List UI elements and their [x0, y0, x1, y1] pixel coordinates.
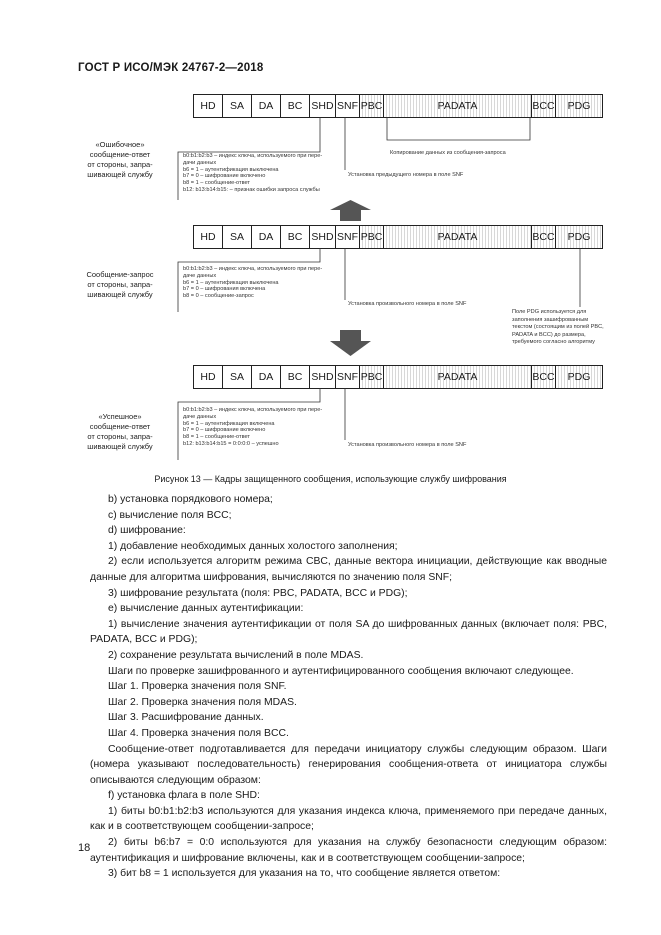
- arrow-down-icon: [330, 330, 371, 356]
- body-text: [90, 492, 607, 882]
- document-header: ГОСТ Р ИСО/МЭК 24767-2—2018: [78, 62, 264, 74]
- field-padata: PADATA: [384, 366, 532, 388]
- bits-line: b0:b1:b2:b3 – индекс ключа, используемого при пере-: [183, 153, 323, 159]
- paragraph: 1) вычисление значения аутентификации от поля SA до шифрованных данных (включает поля: PBC, PADATA, BCC и PDG);: [90, 618, 607, 646]
- bits-line: b6 = 1 – аутентификация выключена: [183, 279, 279, 286]
- bits-success-response: [183, 407, 322, 448]
- field-padata: PADATA: [384, 226, 532, 248]
- field-da: DA: [252, 226, 281, 248]
- field-sa: SA: [223, 366, 252, 388]
- label-success-response: «Успешное» сообщение-ответ от стороны, запра- шивающей службу: [87, 412, 153, 451]
- field-snf: SNF: [336, 226, 360, 248]
- bits-line: b8 = 1 – сообщение-ответ: [183, 434, 250, 441]
- field-hd: HD: [194, 95, 223, 117]
- field-da: DA: [252, 95, 281, 117]
- field-bcc: BCC: [532, 226, 556, 248]
- bits-line: b12: b13:b14:b15: – признак ошибки запроса службы: [183, 186, 320, 193]
- paragraph: c) вычисление поля BCC;: [108, 509, 232, 521]
- bits-line: b12: b13:b14:b15 = 0:0:0:0 – успешно: [183, 440, 279, 447]
- paragraph: Шаг 1. Проверка значения поля SNF.: [108, 681, 287, 693]
- page-number: 18: [78, 842, 91, 854]
- figure-caption: Рисунок 13 — Кадры защищенного сообщения, использующие службу шифрования: [154, 474, 507, 484]
- field-snf: SNF: [336, 366, 360, 388]
- note-snf-2: Установка произвольного номера в поле SNF: [348, 301, 467, 307]
- bits-request: [183, 266, 322, 300]
- paragraph: 2) если используется алгоритм режима CBC, данные вектора инициации, действующие как вводные данные для алгоритма шифрования, вычисляются по значению поля SNF;: [90, 556, 607, 583]
- paragraph: 2) сохранение результата вычислений в поле MDAS.: [108, 649, 364, 661]
- paragraph: f) установка флага в поле SHD:: [108, 790, 260, 802]
- bits-line: b6 = 1 – аутентификация включена: [183, 420, 275, 427]
- bits-line: b0:b1:b2:b3 – индекс ключа, используемого при пере-: [183, 266, 323, 272]
- field-hd: HD: [194, 226, 223, 248]
- field-shd: SHD: [310, 226, 336, 248]
- bits-line: b0:b1:b2:b3 – индекс ключа, используемого при пере-: [183, 407, 323, 413]
- bits-line: b7 = 0 – шифрование включено: [183, 427, 266, 434]
- paragraph: 3) бит b8 = 1 используется для указания на то, что сообщение является ответом:: [108, 868, 501, 880]
- bits-line: b8 = 1 – сообщение-ответ: [183, 180, 250, 187]
- field-bcc: BCC: [532, 95, 556, 117]
- paragraph: d) шифрование:: [108, 525, 186, 537]
- bits-line: b7 = 0 – шифрования включена: [183, 286, 266, 293]
- field-bc: BC: [281, 95, 310, 117]
- paragraph: Шаг 4. Проверка значения поля BCC.: [108, 727, 289, 739]
- paragraph: Шаг 3. Расшифрование данных.: [108, 712, 264, 724]
- bits-line: b6 = 1 – аутентификация выключена: [183, 166, 279, 173]
- paragraph: b) установка порядкового номера;: [108, 494, 273, 505]
- bits-line: даче данных: [183, 272, 217, 279]
- field-pbc: PBC: [360, 95, 384, 117]
- paragraph: 3) шифрование результата (поля: PBC, PADATA, BCC и PDG);: [108, 587, 408, 599]
- field-bc: BC: [281, 226, 310, 248]
- field-sa: SA: [223, 226, 252, 248]
- label-request: Сообщение-запрос от стороны, запра- шивающей службу: [86, 270, 154, 299]
- field-snf: SNF: [336, 95, 360, 117]
- field-shd: SHD: [310, 366, 336, 388]
- field-bcc: BCC: [532, 366, 556, 388]
- bits-line: b8 = 0 – сообщение-запрос: [183, 293, 254, 300]
- paragraph: e) вычисление данных аутентификации:: [108, 603, 304, 615]
- field-bc: BC: [281, 366, 310, 388]
- bits-line: дачи данных: [183, 159, 217, 166]
- paragraph: 1) добавление необходимых данных холостого заполнения;: [108, 540, 398, 552]
- paragraph: Шаги по проверке зашифрованного и аутентифицированного сообщения включают следующее.: [108, 665, 574, 677]
- field-padata: PADATA: [384, 95, 532, 117]
- field-da: DA: [252, 366, 281, 388]
- note-pdg: Поле PDG используется для заполнения зашифрованным текстом (состоящим из полей PBC, PADATA и BCC) до размера, требуемого согласно алгоритму: [512, 309, 604, 345]
- field-pdg: PDG: [556, 366, 602, 388]
- field-hd: HD: [194, 366, 223, 388]
- field-pdg: PDG: [556, 226, 602, 248]
- paragraph: Сообщение-ответ подготавливается для передачи инициатору службы следующим образом. Шаги (номера указывают последовательность) генерирования сообщения-ответа от инициатора службы описываются следующим образом:: [90, 743, 607, 786]
- bits-line: даче данных: [183, 413, 217, 420]
- note-snf-3: Установка произвольного номера в поле SNF: [348, 442, 467, 448]
- field-shd: SHD: [310, 95, 336, 117]
- field-pdg: PDG: [556, 95, 602, 117]
- bits-error-response: [183, 153, 322, 194]
- paragraph: Шаг 2. Проверка значения поля MDAS.: [108, 696, 297, 708]
- paragraph: 1) биты b0:b1:b2:b3 используются для указания индекса ключа, применяемого при передаче данных, как и в соответствующем сообщении-запросе;: [90, 805, 607, 833]
- arrow-up-icon: [330, 200, 371, 221]
- paragraph: 2) биты b6:b7 = 0:0 используются для указания на службу безопасности следующим образом: аутентификация и шифрование включены, как и в соответствующем сообщении-запросе;: [90, 837, 607, 864]
- bits-line: b7 = 0 – шифрование включено: [183, 173, 266, 180]
- note-copy-data: Копирование данных из сообщения-запроса: [390, 150, 506, 156]
- note-snf-1: Установка предыдущего номера в поле SNF: [348, 172, 464, 178]
- field-sa: SA: [223, 95, 252, 117]
- field-pbc: PBC: [360, 226, 384, 248]
- field-pbc: PBC: [360, 366, 384, 388]
- label-error-response: «Ошибочное» сообщение-ответ от стороны, запра- шивающей службу: [87, 140, 153, 179]
